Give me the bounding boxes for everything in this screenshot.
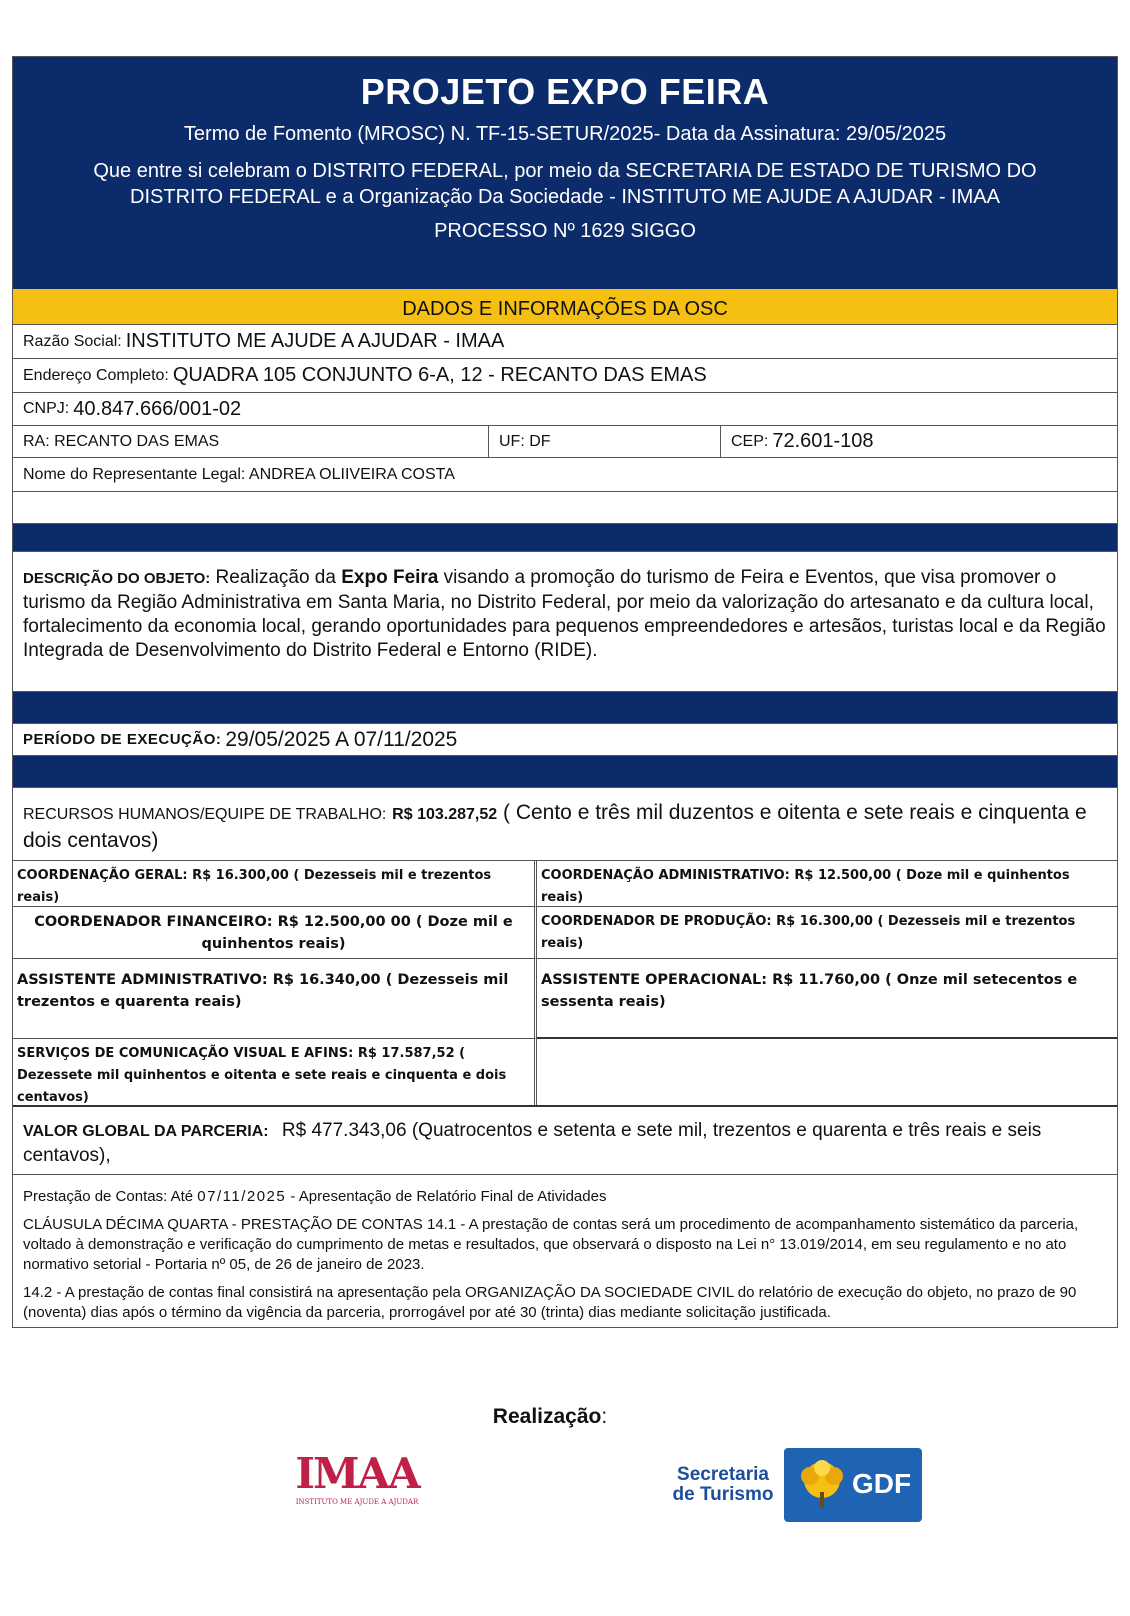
endereco-value: QUADRA 105 CONJUNTO 6-A, 12 - RECANTO DAS EMAS bbox=[172, 364, 707, 386]
equipe-cell: COORDENAÇÃO GERAL: R$ 16.300,00 ( Dezesseis mil e trezentos reais) bbox=[13, 861, 537, 907]
imaa-logo-word: IMAA bbox=[295, 1449, 419, 1498]
periodo-row bbox=[13, 724, 1117, 756]
cep-cell bbox=[720, 426, 1117, 457]
page-title: PROJETO EXPO FEIRA bbox=[360, 71, 770, 112]
recursos-humanos bbox=[13, 788, 1117, 861]
equipe-cell-empty bbox=[537, 1039, 1117, 1105]
uf-cell: UF: DF bbox=[488, 426, 720, 457]
prestacao-contas bbox=[13, 1175, 1117, 1327]
cnpj-value: 40.847.666/001-02 bbox=[73, 397, 242, 420]
cep-value: 72.601-108 bbox=[772, 430, 874, 452]
equipe-cell: ASSISTENTE OPERACIONAL: R$ 11.760,00 ( Onze mil setecentos e sessenta reais) bbox=[537, 959, 1117, 1039]
equipe-cell: COORDENAÇÃO ADMINISTRATIVO: R$ 12.500,00 ( Doze mil e quinhentos reais) bbox=[537, 861, 1117, 907]
realizacao-label: Realização bbox=[492, 1405, 602, 1428]
cep-label: CEP: bbox=[731, 432, 769, 450]
imaa-logo-sub: INSTITUTO ME AJUDE A AJUDAR bbox=[295, 1498, 419, 1506]
descricao-text-a: Realização da bbox=[215, 567, 336, 588]
descricao-text-b: visando a promoção do turismo de Feira e Eventos, que visa promover o turismo da Região Administrativa em Santa Maria, no Distrito Federal, por meio da valorização do artesanato e da cultura local, fortalecimento da economia local, gerando oportunidades para pequenos empreendedores e artesãos, turistas local e da Região Integrada de Desenvolvimento do Distrito Federal e Entorno (RIDE). bbox=[23, 567, 1106, 661]
section-band-1 bbox=[13, 524, 1117, 552]
valor-global bbox=[13, 1107, 1117, 1175]
osc-section-title: DADOS E INFORMAÇÕES DA OSC bbox=[13, 289, 1117, 325]
descricao-bold: Expo Feira bbox=[341, 567, 439, 588]
prestacao-p1-date: 07/11/2025 bbox=[197, 1188, 287, 1205]
endereco-row bbox=[13, 359, 1117, 393]
descricao-label: DESCRIÇÃO DO OBJETO: bbox=[23, 570, 211, 587]
section-band-2 bbox=[13, 692, 1117, 724]
razao-value: INSTITUTO ME AJUDE A AJUDAR - IMAA bbox=[125, 330, 505, 352]
equipe-cell: COORDENADOR DE PRODUÇÃO: R$ 16.300,00 ( Dezesseis mil e trezentos reais) bbox=[537, 907, 1117, 959]
gdf-logo bbox=[664, 1446, 924, 1524]
termo-fomento-line: Termo de Fomento (MROSC) N. TF-15-SETUR/2025- Data da Assinatura: 29/05/2025 bbox=[183, 123, 947, 145]
descricao-objeto bbox=[13, 552, 1117, 692]
valor-text: R$ 477.343,06 (Quatrocentos e setenta e sete mil, trezentos e quarenta e três reais e seis centavos), bbox=[23, 1120, 1042, 1166]
cnpj-label: CNPJ: bbox=[23, 400, 70, 417]
equipe-cell: SERVIÇOS DE COMUNICAÇÃO VISUAL E AFINS: R$ 17.587,52 ( Dezessete mil quinhentos e oitenta e sete reais e cinquenta e dois centavos) bbox=[13, 1039, 537, 1105]
prestacao-p1 bbox=[23, 1187, 1107, 1207]
prestacao-p3: 14.2 - A prestação de contas final consistirá na apresentação pela ORGANIZAÇÃO DA SOCIEDADE CIVIL do relatório de execução do objeto, no prazo de 90 (noventa) dias após o término da vigência da parceria, prorrogável por até 30 (trinta) dias mediante solicitação justificada. bbox=[23, 1284, 1077, 1321]
parties-line: Que entre si celebram o DISTRITO FEDERAL, por meio da SECRETARIA DE ESTADO DE TURISMO DO DISTRITO FEDERAL e a Organização Da Sociedade - INSTITUTO ME AJUDE A AJUDAR - IMAA bbox=[93, 160, 1037, 208]
cnpj-row bbox=[13, 393, 1117, 426]
section-band-3 bbox=[13, 756, 1117, 788]
equipe-cell: ASSISTENTE ADMINISTRATIVO: R$ 16.340,00 ( Dezesseis mil trezentos e quarenta reais) bbox=[13, 959, 537, 1039]
prestacao-p2: CLÁUSULA DÉCIMA QUARTA - PRESTAÇÃO DE CONTAS 14.1 - A prestação de contas será um procedimento de acompanhamento sistemático da parceria, voltado à demonstração e verificação do cumprimento de metas e resultados, que observará o disposto na Lei n° 13.019/2014, em seu regulamento e no ato normativo setorial - Portaria nº 05, de 26 de janeiro de 2023. bbox=[23, 1216, 1079, 1273]
equipe-cell: COORDENADOR FINANCEIRO: R$ 12.500,00 00 ( Doze mil e quinhentos reais) bbox=[13, 907, 537, 959]
endereco-label: Endereço Completo: bbox=[23, 366, 169, 384]
valor-label: VALOR GLOBAL DA PARCERIA: bbox=[23, 1123, 269, 1140]
recursos-amount: R$ 103.287,52 bbox=[392, 806, 498, 823]
processo-line: PROCESSO Nº 1629 SIGGO bbox=[434, 220, 696, 242]
document-form bbox=[12, 56, 1118, 1328]
recursos-label: RECURSOS HUMANOS/EQUIPE DE TRABALHO: bbox=[23, 806, 387, 823]
ra-cell: RA: RECANTO DAS EMAS bbox=[23, 432, 220, 450]
imaa-logo bbox=[292, 1450, 422, 1520]
periodo-value: 29/05/2025 A 07/11/2025 bbox=[225, 727, 458, 751]
prestacao-p1-a: Prestação de Contas: Até bbox=[23, 1188, 194, 1205]
prestacao-p1-b: - Apresentação de Relatório Final de Atividades bbox=[290, 1188, 607, 1205]
realizacao-colon: : bbox=[601, 1405, 608, 1428]
header-banner bbox=[13, 57, 1117, 289]
empty-row bbox=[13, 492, 1117, 524]
equipe-grid bbox=[13, 861, 1117, 1107]
secretaria-turismo-text: Secretaria de Turismo bbox=[672, 1464, 774, 1505]
representante-row: Nome do Representante Legal: ANDREA OLIIVEIRA COSTA bbox=[13, 458, 1117, 492]
realizacao-title bbox=[0, 1405, 1100, 1429]
razao-social-row bbox=[13, 325, 1117, 359]
ipe-tree-icon bbox=[794, 1458, 850, 1512]
gdf-box bbox=[784, 1448, 922, 1522]
gdf-text: GDF bbox=[852, 1468, 912, 1499]
razao-label: Razão Social: bbox=[23, 332, 122, 350]
periodo-label: PERÍODO DE EXECUÇÃO: bbox=[23, 731, 222, 748]
ra-uf-cep-row bbox=[13, 426, 1117, 458]
recursos-text: ( Cento e três mil duzentos e oitenta e sete reais e cinquenta e dois centavos) bbox=[23, 801, 1087, 852]
